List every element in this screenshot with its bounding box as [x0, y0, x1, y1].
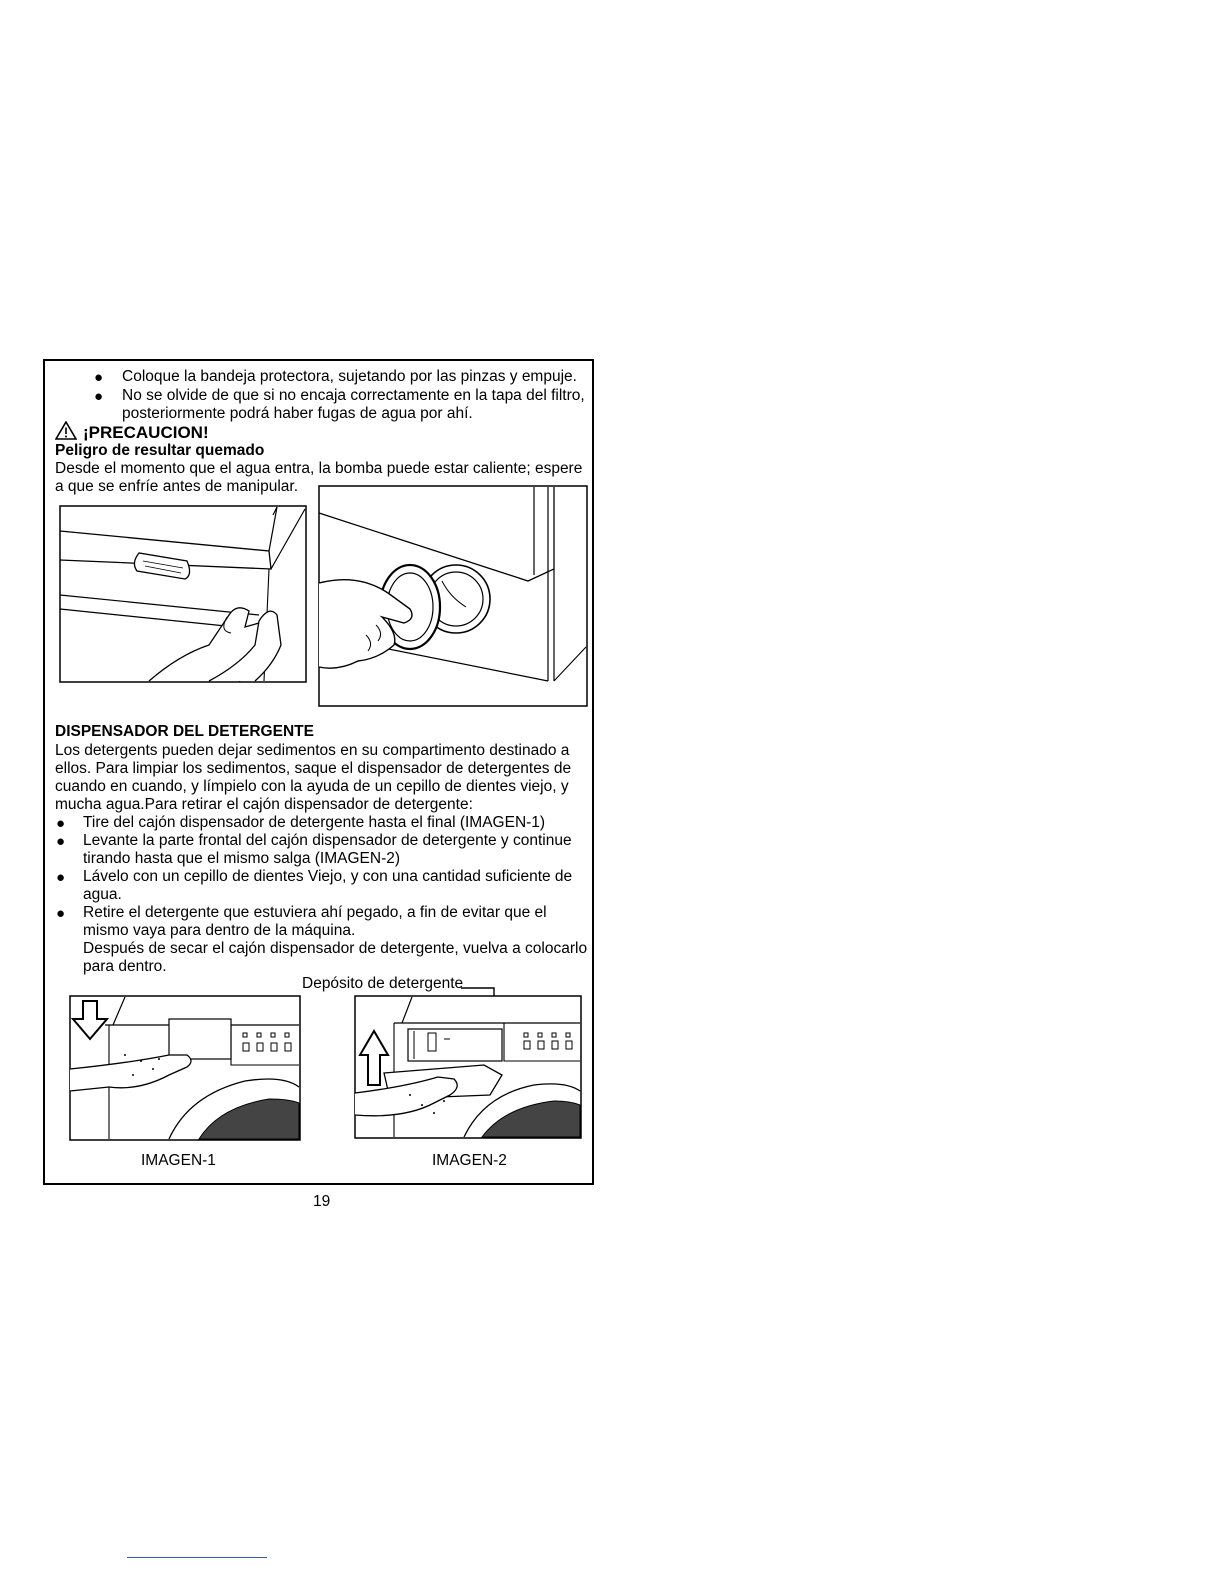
dispenser-para-1: Los detergents pueden dejar sedimentos en su compartimento destinado a — [55, 742, 570, 759]
imagen-1-caption: IMAGEN-1 — [141, 1152, 216, 1169]
step-2-cont: tirando hasta que el mismo salga (IMAGEN-2) — [83, 850, 401, 867]
filter-cover-illustration — [59, 505, 307, 683]
caution-text-1: Desde el momento que el agua entra, la bomba puede estar caliente; espere — [55, 460, 583, 477]
step-3-cont: agua. — [83, 886, 122, 903]
pump-filter-illustration — [318, 485, 588, 707]
step-4-note-cont: para dentro. — [83, 958, 167, 975]
warning-triangle-icon — [55, 421, 77, 440]
bullet-dot: ● — [94, 388, 104, 405]
caution-subtitle: Peligro de resultar quemado — [55, 442, 265, 459]
intro-bullet-1: Coloque la bandeja protectora, sujetando por las pinzas y empuje. — [122, 368, 577, 385]
dispenser-para-2: ellos. Para limpiar los sedimentos, saque el dispensador de detergentes de — [55, 760, 572, 777]
caution-text-2: a que se enfríe antes de manipular. — [55, 478, 298, 495]
bullet-dot: ● — [56, 905, 66, 922]
dispenser-para-3: cuando en cuando, y límpielo con la ayuda de un cepillo de dientes viejo, y — [55, 778, 569, 795]
step-4: Retire el detergente que estuviera ahí pegado, a fin de evitar que el — [83, 904, 547, 921]
dispenser-heading: DISPENSADOR DEL DETERGENTE — [55, 723, 314, 740]
step-4-cont: mismo vaya para dentro de la máquina. — [83, 922, 356, 939]
imagen-2-caption: IMAGEN-2 — [432, 1152, 507, 1169]
step-3: Lávelo con un cepillo de dientes Viejo, y con una cantidad suficiente de — [83, 868, 573, 885]
caution-title: ¡PRECAUCION! — [83, 423, 209, 442]
intro-bullet-2-cont: posteriormente podrá haber fugas de agua por ahí. — [122, 405, 473, 422]
imagen-2-illustration — [354, 995, 582, 1139]
intro-bullet-2: No se olvide de que si no encaja correctamente en la tapa del filtro, — [122, 387, 585, 404]
step-4-note: Después de secar el cajón dispensador de detergente, vuelva a colocarlo — [83, 940, 588, 957]
bullet-dot: ● — [56, 869, 66, 886]
bullet-dot: ● — [56, 815, 66, 832]
imagen-1-illustration — [69, 995, 301, 1141]
dispenser-para-4: mucha agua.Para retirar el cajón dispensador de detergente: — [55, 796, 473, 813]
step-1: Tire del cajón dispensador de detergente hasta el final (IMAGEN-1) — [83, 814, 546, 831]
page-number: 19 — [313, 1193, 331, 1210]
bullet-dot: ● — [56, 833, 66, 850]
bullet-dot: ● — [94, 369, 104, 386]
detergent-tray-callout: Depósito de detergente — [302, 975, 464, 992]
footer-rule — [127, 1557, 267, 1558]
step-2: Levante la parte frontal del cajón dispensador de detergente y continue — [83, 832, 572, 849]
